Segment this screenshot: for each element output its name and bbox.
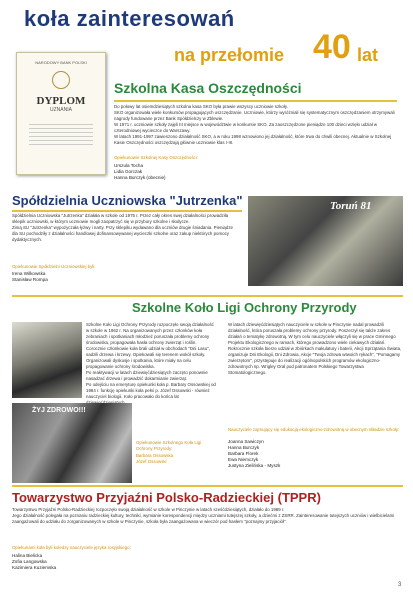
anniversary-suffix: lat (357, 45, 379, 65)
jutrzenka-names: Irena Wilkowska Stanisław Rompa (12, 271, 48, 282)
lop-title: Szkolne Koło Ligi Ochrony Przyrody (132, 300, 357, 315)
jutrzenka-caption: Opiekunowie Spółdzielni Uczniowskiej byli: (12, 264, 96, 269)
diploma-bank: NARODOWY BANK POLSKI (35, 60, 87, 65)
emblem-icon (52, 71, 70, 89)
tppr-title: Towarzystwo Przyjaźni Polsko-Radzieckiej (TPPR) (12, 490, 321, 505)
lop-left-caption: Opiekunowie Szkolnego Koła Ligi Ochrony Przyrody: (136, 440, 202, 451)
page-subtitle: na przełomie (174, 45, 285, 65)
sko-text: Do połowy lat osiemdziesiątych szkolna kasa SKO była prawie wszyscy uczniowie szkoły. SKO organizowała wiele konkursów propagujących oszczędzanie. Uczniowie, którzy wyróżniali się systematycznym oszczędzaniem otrzymywali nagrody fundowane przez Bank Spółdzielczy w Zblewie. W 1971 r. uczniowie szkoły zajęli III miejsce w województwie w konkursie SKO. Za zaoszczędzone pieniądze 100 dzieci wzięło udział w czterodniowej wycieczce do Warszawy. W latach 1991-1997 zawieszono działalność SKO, a w roku 1998 wznowiono jej działalność, które trwa do chwili obecnej. Aktualnie w Szkolnej Kasie Oszczędności oszczędzają głównie uczniowie klas I-III. (114, 104, 395, 145)
tppr-top-divider (12, 485, 403, 487)
anniversary-number: 40 (313, 28, 351, 66)
tppr-names: Halina Bielicka Zofia Langowska Kazimiera Kuziemska (12, 553, 57, 570)
jutrzenka-text: Spółdzielnia Uczniowska "Jutrzenka" działała w szkole od 1975 r. Przez cały okres swej działalności prowadziła sklepik uczniowski, w którym uczniowie mogli zaopatrzyć się w przybory szkolne i słodycze. Zimą SU "Jutrzenka" wypożyczała łyżwy i narty. Przy sklepiku wydawano dla uczniów drugie śniadania. Pieniądze dla SU pochodziły z działalności handlowej dofinansowywanej wycieczki szkolne oraz zakup niektórych pomocy dydaktycznych. (12, 213, 233, 242)
lop-photo-2 (12, 403, 132, 483)
photo-caption-torun: Toruń 81 (330, 200, 372, 212)
lop-right-text: W latach dziewięćdziesiątych nauczyciele w szkole w Pinczynie nadal prowadzili działalność, która poruszała problemy ochrony przyrody. Poszerzył się także zakres działań o tematykę zdrowotną. W tym celu nauczyciele włączyli się w prace Gminnego Projektu Ekologicznego w ramach, którego prowadzono wiele ciekawych działań. Rokrocznie szkoła bierze udział w zbiórkach makulatury i baterii, Akcji Sprzątania Świata, organizuje Dni Ekologii, Dni Zdrowia, Akcje "Twoja zdrowa wtwoich rękach", "Pomagamy zwierzętom", przystępuje do realizacji ogólnopolskich programów ekologiczno-zdrowotnych np. Wrigley Oral pod patronatem Polskiego Towarzystwa Stomatologicznego. (228, 322, 402, 375)
jutrzenka-divider (12, 210, 242, 212)
diploma-image (16, 52, 106, 175)
lop-photo-1 (12, 322, 82, 398)
sko-names: Urszula Tocha Lidia Gorczak Hanna Burczyk (obecnie) (114, 163, 166, 180)
lop-banner: ŻYJ ZDROWO!!! (32, 407, 86, 414)
jutrzenka-photo (248, 196, 403, 286)
page-number: 3 (398, 582, 402, 588)
jutrzenka-title: Spółdzielnia Uczniowska "Jutrzenka" (12, 193, 243, 208)
diploma-text-lines (29, 121, 93, 145)
lop-right-names: Joanna Sawiczyn Hanna Burczyk Barbara Florek Ewa Niemczyk Justyna Zielińska - Myszk (228, 439, 281, 468)
sko-caption: Opiekunowie Szkolnej Kasy Oszczędności: (114, 155, 198, 160)
sko-divider (114, 100, 397, 102)
diploma-title: DYPLOM (36, 95, 86, 107)
tppr-text: Towarzystwo Przyjaźni Polsko-Radzieckiej rozpoczęło swoją działalność w szkole w Pinczynie w latach sześćdziesiątych, działało do 1989 r. Jego działalność polegała na poznaniu radzieckiej kultury, techniki, wymianie korespondencji między uczniami tutejszej szkoły, a dziećmi z ZSRR. Zainteresowanie tutejszych uczniów i wielbicielami zaangażowali do udziału do zorganizowanych w szkole w Pinczynie, szkoła była zaangażowana w wieczór pod hasłem "poznajmy przyjaciół". (12, 507, 395, 524)
lop-right-caption: Nauczyciele zajmujący się edukacją ekologiczno-zdrowotną w obecnym składzie szkoły: (228, 427, 400, 432)
page-title: koła zainteresowań (24, 6, 235, 31)
lop-left-names: Barbara Ossowska Józef Ossowski (136, 453, 174, 464)
diploma-subtitle: UZNANIA (50, 107, 72, 113)
lop-top-divider (12, 295, 403, 297)
lop-left-text: Szkolne Koło Ligi Ochrony Przyrody rozpoczęło swoją działalność w szkole w 1962 r. Na organizowanych przez członków koła zebraniach i spotkaniach młodzież poruszała problemy ochrony środowiska, propagowała hasła ochrony zwierząt i roślin. Corocznie członkowie koła brali udział w obchodach "Dni Lasu", sadzili drzewa i krzewy. Opiekowali się terenem wokół szkoły. Organizowali dyskusje i spotkania, które miały na celu propagowanie ochrony środowiska. Po reaktywacji w latach dziewięćdziesiątych zaczęto ponownie nasadzać drzewa i prowadzić dokarmianie zwierząt. Po odejściu na emeryturę opiekunki koła p. Barbary Ossowskiej od 1984 r. funkcję opiekunki koła pełni p. Józef Ossowski - również nauczyciel biologii. Koło pracowało do końca lat (86, 322, 216, 399)
sko-title: Szkolna Kasa Oszczędności (114, 80, 302, 96)
tppr-caption: Opiekunami koła byli koledzy nauczyciele języka rosyjskiego: (12, 545, 131, 550)
